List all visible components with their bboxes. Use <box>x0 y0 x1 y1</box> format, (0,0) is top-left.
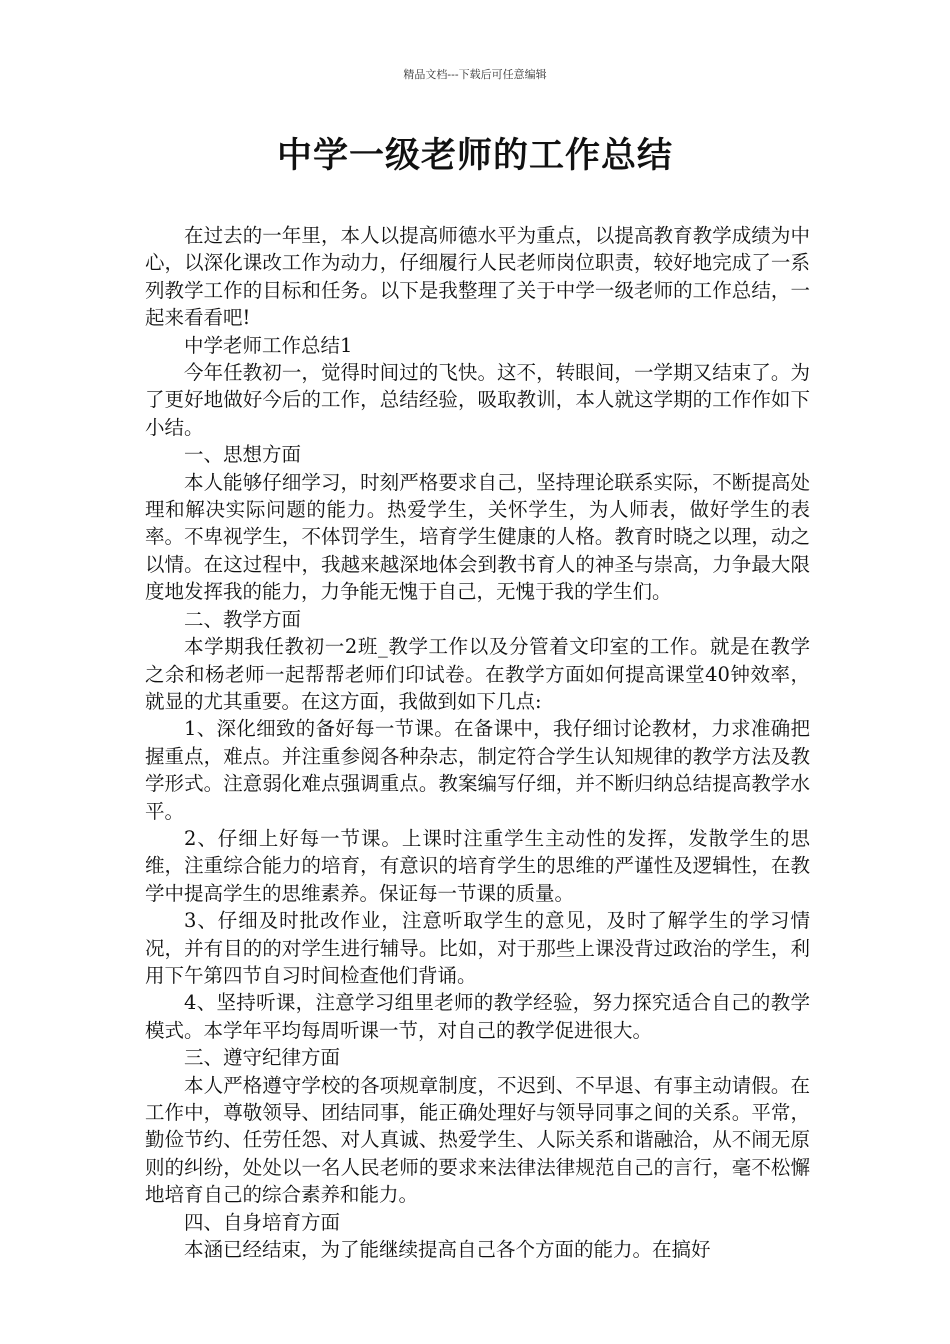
section-heading-discipline: 三、遵守纪律方面 <box>184 1046 341 1070</box>
discipline-paragraph: 本人严格遵守学校的各项规章制度，不迟到、不早退、有事主动请假。在工作中，尊敬领导、团结同事，能正确处理好与领导同事之间的关系。平常，勤俭节约、任劳任怨、对人真诚、热爱学生、人际关系和谐融洽，从不闹无原则的纠纷，处处以一名人民老师的要求来法律法律规范自己的言行，毫不松懈地培育自己的综合素养和能力。 <box>145 1073 810 1207</box>
intro-paragraph: 在过去的一年里，本人以提高师德水平为重点，以提高教育教学成绩为中心，以深化课改工作为动力，仔细履行人民老师岗位职责，较好地完成了一系列教学工作的目标和任务。以下是我整理了关于中学一级老师的工作总结，一起来看看吧! <box>145 224 810 330</box>
teaching-point-1: 1、深化细致的备好每一节课。在备课中，我仔细讨论教材，力求准确把握重点，难点。并注重参阅各种杂志，制定符合学生认知规律的教学方法及教学形式。注意弱化难点强调重点。教案编写仔细，并不断归纳总结提高教学水平。 <box>145 717 810 823</box>
section-heading-thought: 一、思想方面 <box>184 443 302 467</box>
document-title: 中学一级老师的工作总结 <box>276 136 673 176</box>
header-note: 精品文档---下载后可任意编辑 <box>403 68 547 81</box>
teaching-point-2: 2、仔细上好每一节课。上课时注重学生主动性的发挥，发散学生的思维，注重综合能力的培育，有意识的培育学生的思维的严谨性及逻辑性，在教学中提高学生的思维素养。保证每一节课的质量。 <box>145 826 810 905</box>
section-heading-self-development: 四、自身培育方面 <box>184 1210 341 1234</box>
self-development-paragraph: 本涵已经结束，为了能继续提高自己各个方面的能力。在搞好 <box>184 1238 711 1262</box>
summary-intro-paragraph: 今年任教初一，觉得时间过的飞快。这不，转眼间，一学期又结束了。为了更好地做好今后的工作，总结经验，吸取教训，本人就这学期的工作作如下小结。 <box>145 361 810 439</box>
thought-paragraph: 本人能够仔细学习，时刻严格要求自己，坚持理论联系实际，不断提高处理和解决实际问题的能力。热爱学生，关怀学生，为人师表，做好学生的表率。不卑视学生，不体罚学生，培育学生健康的人格。教育时晓之以理，动之以情。在这过程中，我越来越深地体会到教书育人的神圣与崇高，力争最大限度地发挥我的能力，力争能无愧于自己，无愧于我的学生们。 <box>145 470 810 604</box>
section-heading-summary-1: 中学老师工作总结1 <box>184 333 353 357</box>
document-body <box>145 222 810 1263</box>
teaching-point-3: 3、仔细及时批改作业，注意听取学生的意见，及时了解学生的学习情况，并有目的的对学生进行辅导。比如，对于那些上课没背过政治的学生，利用下午第四节自习时间检查他们背诵。 <box>145 909 810 987</box>
teaching-point-4: 4、坚持听课，注意学习组里老师的教学经验，努力探究适合自己的教学模式。本学年平均每周听课一节，对自己的教学促进很大。 <box>145 991 810 1042</box>
section-heading-teaching: 二、教学方面 <box>184 607 302 631</box>
teaching-paragraph: 本学期我任教初一2班_教学工作以及分管着文印室的工作。就是在教学之余和杨老师一起帮帮老师们印试卷。在教学方面如何提高课堂40钟效率，就显的尤其重要。在这方面，我做到如下几点: <box>145 635 810 713</box>
